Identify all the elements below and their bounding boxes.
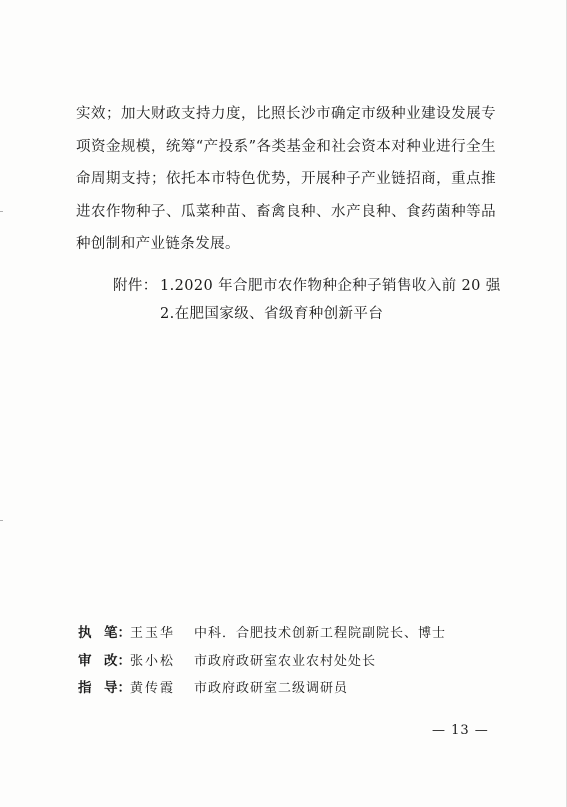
credit-row-supervisor <box>78 675 446 703</box>
attachments-label: 附件： <box>113 278 158 294</box>
attachments-block <box>113 272 501 328</box>
body-line: 进农作物种子、瓜菜种苗、畜禽良种、水产良种、食药菌种等品 <box>76 203 496 220</box>
credits-block <box>78 620 446 703</box>
credit-row-reviewer <box>78 648 446 676</box>
credit-row-writer <box>78 620 446 648</box>
credit-role: 指 导： <box>78 680 131 696</box>
credit-role: 执 笔： <box>78 625 131 641</box>
credit-title: 市政府政研室二级调研员 <box>194 681 349 696</box>
scan-mark <box>0 520 3 521</box>
body-line: 项资金规模，统筹“产投系”各类基金和社会资本对种业进行全生 <box>76 138 496 155</box>
page-number: — 13 — <box>432 723 489 738</box>
attachment-item: 1.2020 年合肥市农作物种企种子销售收入前 20 强 <box>160 278 501 294</box>
credit-title: 中科．合肥技术创新工程院副院长、博士 <box>194 626 447 641</box>
credit-role: 审 改： <box>78 652 131 669</box>
credit-name: 王玉华 <box>130 626 176 641</box>
credit-title: 市政府政研室农业农村处处长 <box>194 653 377 669</box>
credit-name: 张小松 <box>130 653 176 669</box>
attachment-item: 2.在肥国家级、省级育种创新平台 <box>160 306 384 322</box>
scan-mark <box>0 211 3 212</box>
body-line: 命周期支持；依托本市特色优势，开展种子产业链招商，重点推 <box>76 171 496 188</box>
attachment-row <box>113 272 501 300</box>
body-line: 种创制和产业链条发展。 <box>76 236 240 253</box>
credit-name: 黄传霞 <box>130 681 176 696</box>
body-line: 实效；加大财政支持力度，比照长沙市确定市级种业建设发展专 <box>76 106 496 122</box>
body-paragraph <box>76 98 496 261</box>
